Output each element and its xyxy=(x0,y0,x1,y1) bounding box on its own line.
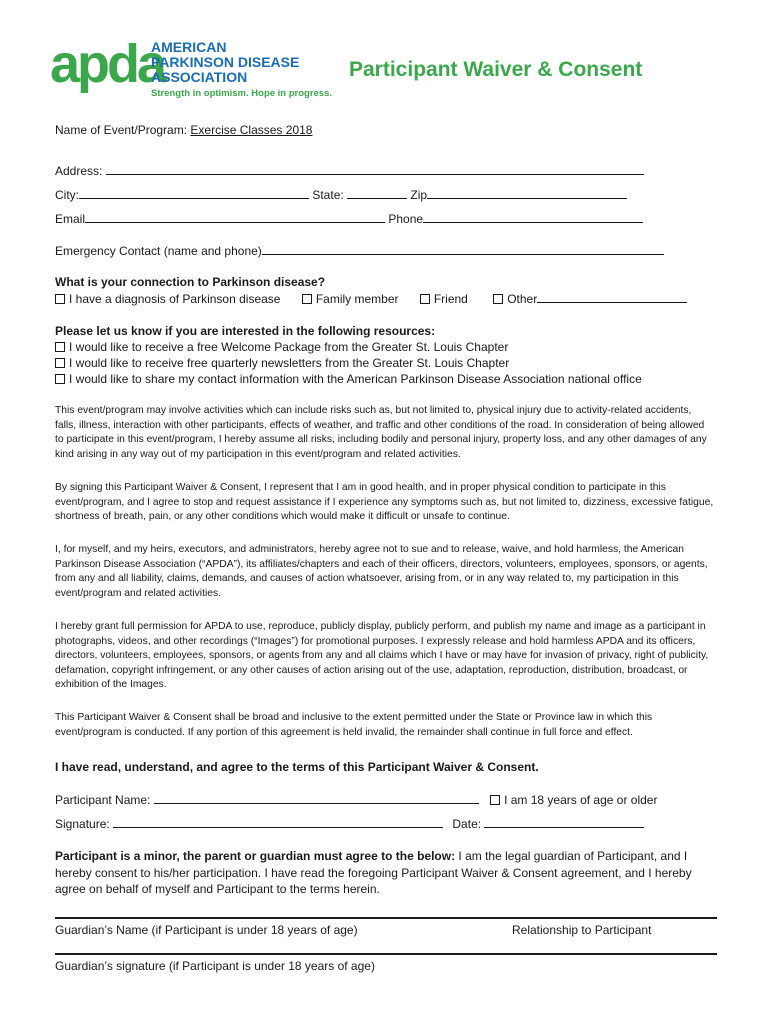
email-field[interactable] xyxy=(85,211,385,223)
checkbox-icon xyxy=(493,294,503,304)
org-name-line2: PARKINSON DISEASE xyxy=(151,54,300,70)
event-value: Exercise Classes 2018 xyxy=(190,123,313,137)
address-row xyxy=(55,163,644,178)
state-label: State: xyxy=(312,188,344,202)
address-field[interactable] xyxy=(106,163,644,175)
signature-field[interactable] xyxy=(113,816,443,828)
checkbox-family[interactable]: Family member xyxy=(302,292,399,306)
paragraph-scope: This Participant Waiver & Consent shall be broad and inclusive to the extent permitted under the State or Province law in which this event/program is conducted. If any portion of this agreement is held invalid, the remainder shall continue in full force and effect. xyxy=(55,712,653,738)
checkbox-icon xyxy=(55,374,65,384)
city-field[interactable] xyxy=(79,187,309,199)
connection-question: What is your connection to Parkinson disease? xyxy=(55,275,326,289)
guardian-signature-rule xyxy=(55,953,717,955)
checkbox-icon xyxy=(420,294,430,304)
resource-welcome-checkbox[interactable]: I would like to receive a free Welcome Package from the Greater St. Louis Chapter xyxy=(55,340,508,354)
apda-logo-mark xyxy=(50,32,165,96)
emergency-label: Emergency Contact (name and phone) xyxy=(55,244,262,258)
checkbox-icon xyxy=(490,795,500,805)
paragraph-release: I, for myself, and my heirs, executors, and administrators, hereby agree not to sue and to release, waive, and hold harmless, the American Parkinson Disease Association (“APDA”), its affiliates/chapters and each of their officers, directors, volunteers, employees, sponsors, or agents, from any and all liability, claims, demands, and causes of action whatsoever, arising from, or in any way related to, my participation in this event/program and related activities. xyxy=(55,544,708,599)
other-field[interactable] xyxy=(537,291,687,303)
minor-section xyxy=(55,848,715,898)
org-name-line1: AMERICAN xyxy=(151,39,227,55)
checkbox-icon xyxy=(55,342,65,352)
phone-label: Phone xyxy=(388,212,424,226)
phone-field[interactable] xyxy=(423,211,643,223)
minor-text: I am the legal guardian of Participant, and I hereby consent to his/her participation. I have read the foregoing Participant Waiver & Consent agreement, and I hereby agree on behalf of myself and Participant to the terms herein. xyxy=(55,849,692,896)
address-label: Address: xyxy=(55,164,103,178)
resource-share-checkbox[interactable]: I would like to share my contact information with the American Parkinson Disease Association national office xyxy=(55,372,642,386)
agreement-statement: I have read, understand, and agree to the terms of this Participant Waiver & Consent. xyxy=(55,760,539,774)
event-row xyxy=(55,123,312,137)
svg-text:apda: apda xyxy=(50,34,165,94)
city-row xyxy=(55,187,627,202)
city-label: City: xyxy=(55,188,79,202)
date-label: Date: xyxy=(452,817,482,831)
resources-heading: Please let us know if you are interested in the following resources: xyxy=(55,324,436,338)
connection-options xyxy=(55,291,687,306)
org-name xyxy=(151,40,299,85)
paragraph-images: I hereby grant full permission for APDA to use, reproduce, publicly display, publicly perform, and publish my name and image as a participant in photographs, videos, and other recordings (“Images”) for promotional purposes. I expressly release and hold harmless APDA and its officers, directors, volunteers, employees, sponsors, or agents from any and all claims which I have or may have for invasion of privacy, right of publicity, defamation, copyright infringement, or any other causes of action arising out of the use, adaptation, reproduction, distribution, broadcast, or exhibition of the Images. xyxy=(55,621,709,690)
guardian-signature-label: Guardian’s signature (if Participant is under 18 years of age) xyxy=(55,959,375,973)
participant-name-field[interactable] xyxy=(154,792,479,804)
date-field[interactable] xyxy=(484,816,644,828)
email-row xyxy=(55,211,643,226)
checkbox-icon xyxy=(302,294,312,304)
signature-label: Signature: xyxy=(55,817,110,831)
resource-newsletter-checkbox[interactable]: I would like to receive free quarterly newsletters from the Greater St. Louis Chapter xyxy=(55,356,509,370)
state-field[interactable] xyxy=(347,187,407,199)
guardian-name-rule xyxy=(55,917,717,919)
age-checkbox[interactable]: I am 18 years of age or older xyxy=(490,793,657,807)
emergency-field[interactable] xyxy=(262,243,664,255)
signature-row xyxy=(55,816,644,831)
apda-logo xyxy=(50,32,350,102)
emergency-row xyxy=(55,243,664,258)
event-label: Name of Event/Program: xyxy=(55,123,188,137)
paragraph-risks: This event/program may involve activities which can include risks such as, but not limited to, physical injury due to activity-related accidents, falls, illness, interaction with other participants, effects of weather, and traffic and other conditions of the road. In consideration of being allowed to participate in this event/program, I hereby assume all risks, including bodily and personal injury, property loss, and any other damages of any kind arising in any way out of my participation in this event/program and related activities. xyxy=(55,405,707,460)
tagline: Strength in optimism. Hope in progress. xyxy=(151,88,333,99)
checkbox-friend[interactable]: Friend xyxy=(420,292,468,306)
checkbox-diagnosis[interactable]: I have a diagnosis of Parkinson disease xyxy=(55,292,280,306)
email-label: Email xyxy=(55,212,86,226)
zip-field[interactable] xyxy=(427,187,627,199)
page-title: Participant Waiver & Consent xyxy=(349,58,643,81)
paragraph-health: By signing this Participant Waiver & Consent, I represent that I am in good health, and in proper physical condition to participate in this event/program, and I agree to stop and request assistance if I experience any symptoms such as, but not limited to, dizziness, excessive fatigue, shortness of breath, pain, or any other conditions which would make it difficult or unsafe to continue. xyxy=(55,482,714,522)
zip-label: Zip xyxy=(410,188,428,202)
checkbox-icon xyxy=(55,294,65,304)
participant-name-row xyxy=(55,792,657,807)
guardian-name-label: Guardian’s Name (if Participant is under 18 years of age) xyxy=(55,923,358,937)
checkbox-icon xyxy=(55,358,65,368)
participant-name-label: Participant Name: xyxy=(55,793,151,807)
checkbox-other[interactable]: Other xyxy=(493,292,687,306)
minor-heading: Participant is a minor, the parent or guardian must agree to the below: xyxy=(55,849,456,863)
relationship-label: Relationship to Participant xyxy=(512,923,652,937)
org-name-line3: ASSOCIATION xyxy=(151,69,248,85)
